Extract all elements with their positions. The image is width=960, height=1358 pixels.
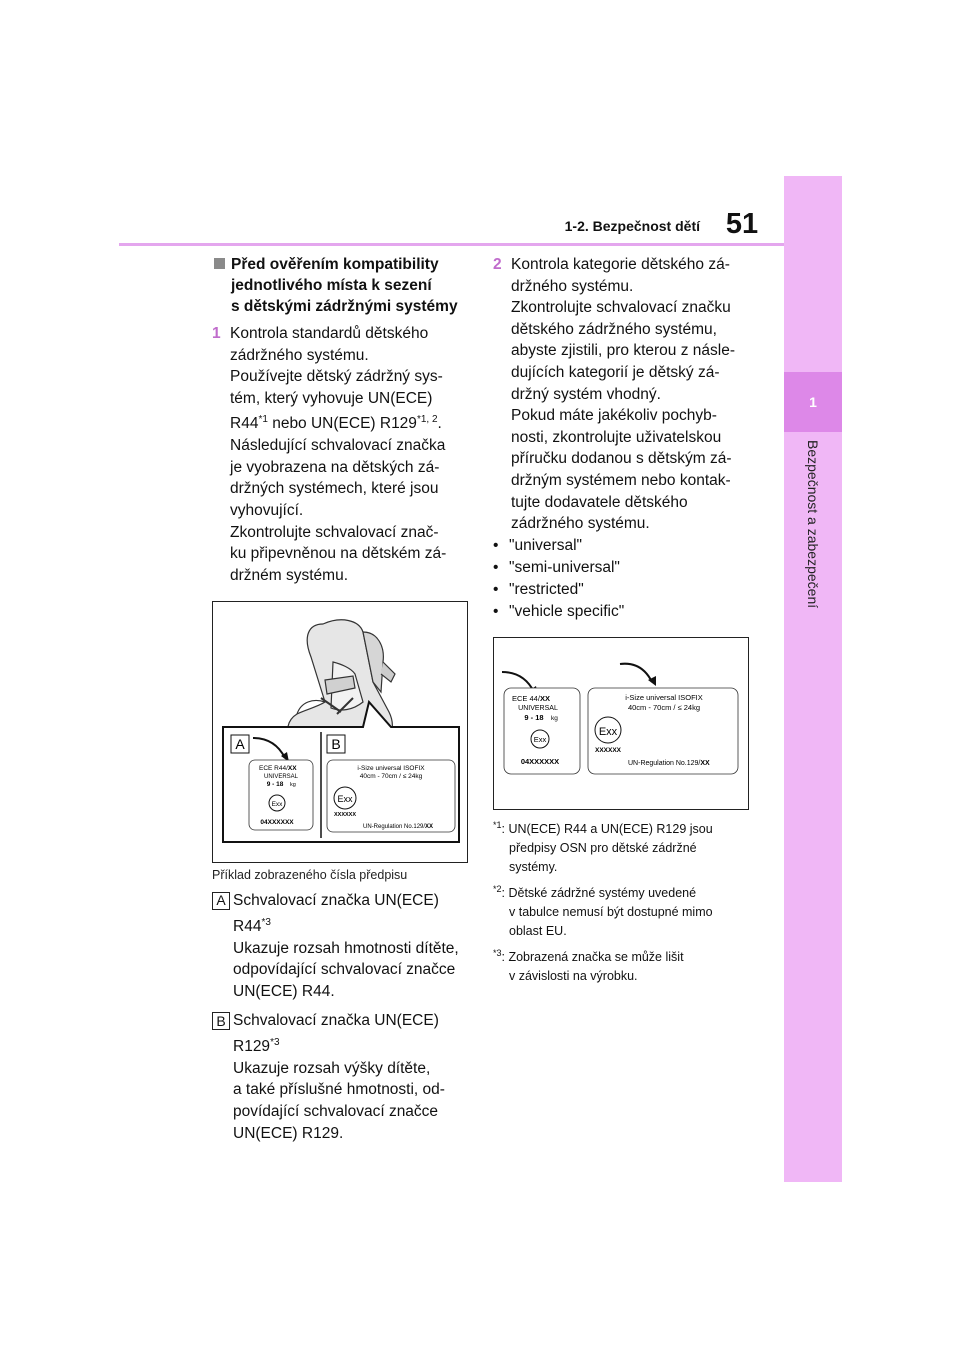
label-box-b: B	[212, 1012, 230, 1030]
svg-text:Exx: Exx	[337, 794, 353, 805]
step-1: 1 Kontrola standardů dětského zádržného systému. Používejte dětský zádržný sys- tém, který vyhovuje UN(ECE) R44$^{*1}$ nebo UN(ECE) R129$^{*1, 2}$. Následující schvalovací značka je vyobrazena na dětských zá- držných systémech, které jsou vyhovující. Zkontrolujte schvalovací znač- ku připevněnou na dětském zá- držném systému.	[212, 323, 474, 586]
footnote: $^{*2}$: Dětské zádržné systémy uvedené v tabulce nemusí být dostupné mimo oblast EU.	[493, 883, 713, 939]
list-item: • "vehicle specific"	[493, 602, 625, 620]
left-column	[212, 254, 474, 1144]
section-heading: Před ověřením kompatibility jednotlivého místa k sezení s dětskými zádržnými systémy	[212, 254, 474, 317]
svg-text:04XXXXXX: 04XXXXXX	[520, 756, 560, 766]
regulation-refs: R44$^{*1}$ nebo UN(ECE) R129$^{*1, 2}$.	[230, 414, 442, 433]
svg-text:kg: kg	[551, 714, 558, 722]
category-list	[493, 535, 755, 623]
svg-text:Exx: Exx	[271, 801, 283, 809]
footnotes	[493, 816, 755, 986]
item-a: A Schvalovací značka UN(ECE) R44$^{*3}$ Ukazuje rozsah hmotnosti dítěte, odpovídající schvalovací značce UN(ECE) R44.	[212, 890, 474, 1002]
side-tab-number: 1	[784, 372, 842, 432]
svg-text:XXXXXX: XXXXXX	[594, 746, 622, 754]
svg-text:UNIVERSAL: UNIVERSAL	[518, 704, 558, 712]
approval-marks-illustration	[494, 638, 748, 809]
svg-text:kg: kg	[290, 782, 296, 789]
right-column	[493, 254, 755, 986]
svg-text:B: B	[331, 736, 341, 753]
svg-text:A: A	[235, 736, 245, 753]
side-tab-label: Bezpečnost a zabezpečení	[805, 440, 821, 609]
approval-marks-figure	[493, 637, 749, 810]
svg-text:UN-Regulation No.129/XX: UN-Regulation No.129/XX	[628, 759, 710, 767]
svg-text:9 - 18: 9 - 18	[524, 712, 544, 722]
svg-text:04XXXXXX: 04XXXXXX	[260, 819, 294, 827]
svg-text:9 - 18: 9 - 18	[266, 781, 284, 789]
step-2: 2 Kontrola kategorie dětského zá- držného systému. Zkontrolujte schvalovací značku dětského zádržného systému, abyste zjistili, pro kterou z násle- dujících kategorií je dětský zá- držný systém vhodný. Pokud máte jakékoliv pochyb- nosti, zkontrolujte uživatelskou příručku dodanou s dětským zá- držným systémem nebo kontak- tujte dodavatele dětského zádržného systému.	[493, 254, 755, 535]
svg-text:Exx: Exx	[533, 734, 547, 744]
svg-text:UNIVERSAL: UNIVERSAL	[263, 774, 299, 781]
header-divider	[119, 243, 784, 246]
list-item: • "restricted"	[493, 580, 584, 598]
figure-caption: Příklad zobrazeného čísla předpisu	[212, 868, 408, 883]
svg-text:i-Size universal ISOFIX: i-Size universal ISOFIX	[357, 765, 425, 773]
svg-text:Exx: Exx	[598, 725, 618, 738]
svg-text:ECE R44/XX: ECE R44/XX	[259, 765, 297, 773]
svg-text:UN-Regulation No.129/XX: UN-Regulation No.129/XX	[363, 824, 434, 831]
label-box-a: A	[212, 892, 230, 910]
svg-text:40cm - 70cm / ≤ 24kg: 40cm - 70cm / ≤ 24kg	[359, 773, 423, 781]
svg-text:XXXXXX: XXXXXX	[333, 812, 357, 819]
list-item: • "semi-universal"	[493, 558, 620, 576]
svg-text:40cm - 70cm / ≤ 24kg: 40cm - 70cm / ≤ 24kg	[627, 702, 701, 712]
list-item: • "universal"	[493, 536, 583, 554]
svg-text:ECE 44/XX: ECE 44/XX	[512, 693, 550, 703]
item-b: B Schvalovací značka UN(ECE) R129$^{*3}$ Ukazuje rozsah výšky dítěte, a také příslušné hmotnosti, od- povídající schvalovací značce UN(ECE) R129.	[212, 1010, 474, 1144]
step-number: 2	[493, 256, 502, 273]
page-number: 51	[725, 208, 759, 240]
square-bullet-icon	[214, 258, 225, 269]
step-number: 1	[212, 325, 221, 342]
section-title: 1-2. Bezpečnost dětí	[564, 218, 700, 234]
side-tab	[784, 176, 842, 1182]
svg-text:i-Size universal ISOFIX: i-Size universal ISOFIX	[625, 692, 703, 702]
child-seat-figure	[212, 601, 468, 863]
child-seat-illustration	[213, 602, 467, 862]
footnote: $^{*3}$: Zobrazená značka se může lišit v závislosti na výrobku.	[493, 948, 684, 984]
footnote: $^{*1}$: UN(ECE) R44 a UN(ECE) R129 jsou předpisy OSN pro dětské zádržné systémy.	[493, 819, 713, 874]
